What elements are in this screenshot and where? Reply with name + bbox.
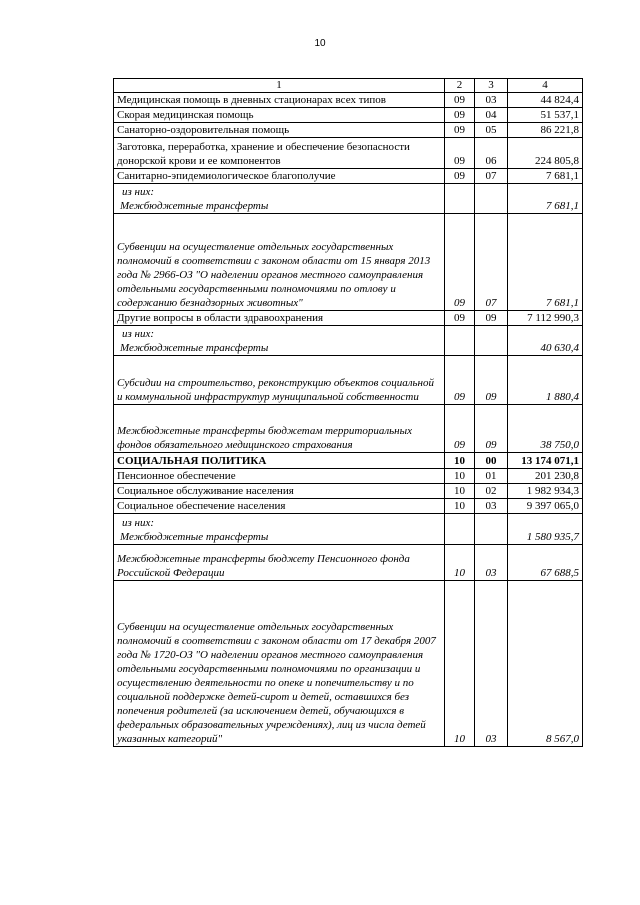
table-row xyxy=(114,184,583,214)
row-amount: 51 537,1 xyxy=(508,108,583,123)
section-title: СОЦИАЛЬНАЯ ПОЛИТИКА xyxy=(114,453,445,469)
page-number: 10 xyxy=(314,38,326,49)
row-amount: 38 750,0 xyxy=(508,405,583,453)
budget-table xyxy=(113,78,583,747)
row-subheading: из них: xyxy=(122,186,155,198)
table-row xyxy=(114,356,583,405)
row-amount: 8 567,0 xyxy=(508,581,583,747)
row-code-3: 07 xyxy=(475,214,508,311)
row-name: Социальное обслуживание населения xyxy=(114,484,445,499)
row-amount: 7 681,1 xyxy=(508,214,583,311)
row-name: Медицинская помощь в дневных стационарах всех типов xyxy=(114,93,445,108)
table-row xyxy=(114,326,583,356)
row-name: Межбюджетные трансферты бюджету Пенсионного фонда Российской Федерации xyxy=(114,545,445,581)
row-amount: 7 681,1 xyxy=(508,169,583,184)
row-code-3: 02 xyxy=(475,484,508,499)
row-amount: 1 580 935,7 xyxy=(508,514,583,545)
table-row xyxy=(114,169,583,184)
row-amount: 44 824,4 xyxy=(508,93,583,108)
header-cell-3: 3 xyxy=(475,79,508,93)
table-row xyxy=(114,484,583,499)
row-name: Субвенции на осуществление отдельных государственных полномочий в соответствии с законом области от 15 января 2013 года № 2966-ОЗ "О наделении органов местного самоуправления отдельными государственными полномочиями по отлову и содержанию безнадзорных животных" xyxy=(114,214,445,311)
table-row xyxy=(114,499,583,514)
table-header-row xyxy=(114,79,583,93)
row-name xyxy=(114,326,445,356)
row-code-2: 09 xyxy=(445,108,475,123)
row-name: Заготовка, переработка, хранение и обеспечение безопасности донорской крови и ее компонентов xyxy=(114,138,445,169)
row-code-2: 10 xyxy=(445,484,475,499)
row-code-3: 03 xyxy=(475,545,508,581)
row-subitem: Межбюджетные трансферты xyxy=(120,342,269,354)
row-amount: 201 230,8 xyxy=(508,469,583,484)
row-amount: 67 688,5 xyxy=(508,545,583,581)
row-name xyxy=(114,184,445,214)
row-name: Социальное обеспечение населения xyxy=(114,499,445,514)
row-code-2: 09 xyxy=(445,138,475,169)
row-amount: 224 805,8 xyxy=(508,138,583,169)
row-amount: 1 982 934,3 xyxy=(508,484,583,499)
table-row xyxy=(114,545,583,581)
row-code-2: 09 xyxy=(445,405,475,453)
row-amount: 1 880,4 xyxy=(508,356,583,405)
row-name: Субсидии на строительство, реконструкцию объектов социальной и коммунальной инфраструктур муниципальной собственности xyxy=(114,356,445,405)
header-cell-4: 4 xyxy=(508,79,583,93)
row-code-3 xyxy=(475,184,508,214)
row-name: Межбюджетные трансферты бюджетам территориальных фондов обязательного медицинского страхования xyxy=(114,405,445,453)
row-code-2: 09 xyxy=(445,356,475,405)
row-subitem: Межбюджетные трансферты xyxy=(120,200,269,212)
row-code-3: 03 xyxy=(475,499,508,514)
row-amount: 7 112 990,3 xyxy=(508,311,583,326)
row-name xyxy=(114,514,445,545)
table-row xyxy=(114,214,583,311)
row-code-3: 04 xyxy=(475,108,508,123)
row-name: Другие вопросы в области здравоохранения xyxy=(114,311,445,326)
row-name: Субвенции на осуществление отдельных государственных полномочий в соответствии с законом области от 17 декабря 2007 года № 1720-ОЗ "О наделении органов местного самоуправления отдельными государственными полномочиями по организации и осуществлению деятельности по опеке и попечительству и по социальной поддержке детей-сирот и детей, оставшихся без попечения родителей (за исключением детей, обучающихся в федеральных образовательных учреждениях), лиц из числа детей указанных категорий" xyxy=(114,581,445,747)
row-code-2: 10 xyxy=(445,469,475,484)
table-row xyxy=(114,405,583,453)
table-row xyxy=(114,514,583,545)
row-subheading: из них: xyxy=(122,517,155,529)
table-row xyxy=(114,469,583,484)
row-name: Пенсионное обеспечение xyxy=(114,469,445,484)
row-code-3: 03 xyxy=(475,581,508,747)
row-code-2: 09 xyxy=(445,214,475,311)
row-name: Санитарно-эпидемиологическое благополучие xyxy=(114,169,445,184)
row-code-3: 05 xyxy=(475,123,508,138)
row-subheading: из них: xyxy=(122,328,155,340)
table-row xyxy=(114,311,583,326)
row-code-2: 09 xyxy=(445,311,475,326)
row-amount: 9 397 065,0 xyxy=(508,499,583,514)
row-code-2 xyxy=(445,514,475,545)
table-row xyxy=(114,138,583,169)
row-code-3 xyxy=(475,514,508,545)
table-row xyxy=(114,108,583,123)
row-code-3: 01 xyxy=(475,469,508,484)
row-subitem: Межбюджетные трансферты xyxy=(120,531,269,543)
row-code-2: 09 xyxy=(445,169,475,184)
row-code-2: 10 xyxy=(445,499,475,514)
header-cell-1: 1 xyxy=(114,79,445,93)
row-code-3: 00 xyxy=(475,453,508,469)
row-code-2: 10 xyxy=(445,545,475,581)
row-code-3: 09 xyxy=(475,356,508,405)
row-amount: 13 174 071,1 xyxy=(508,453,583,469)
row-code-2 xyxy=(445,326,475,356)
table-row xyxy=(114,453,583,469)
row-code-3: 09 xyxy=(475,405,508,453)
row-code-2: 09 xyxy=(445,93,475,108)
row-amount: 7 681,1 xyxy=(508,184,583,214)
row-code-2 xyxy=(445,184,475,214)
table-row xyxy=(114,581,583,747)
table-row xyxy=(114,123,583,138)
row-amount: 86 221,8 xyxy=(508,123,583,138)
row-code-3: 09 xyxy=(475,311,508,326)
row-code-3: 07 xyxy=(475,169,508,184)
row-code-3: 06 xyxy=(475,138,508,169)
row-name: Санаторно-оздоровительная помощь xyxy=(114,123,445,138)
row-code-3 xyxy=(475,326,508,356)
header-cell-2: 2 xyxy=(445,79,475,93)
table-row xyxy=(114,93,583,108)
row-code-2: 10 xyxy=(445,581,475,747)
row-name: Скорая медицинская помощь xyxy=(114,108,445,123)
row-code-3: 03 xyxy=(475,93,508,108)
row-amount: 40 630,4 xyxy=(508,326,583,356)
row-code-2: 10 xyxy=(445,453,475,469)
row-code-2: 09 xyxy=(445,123,475,138)
